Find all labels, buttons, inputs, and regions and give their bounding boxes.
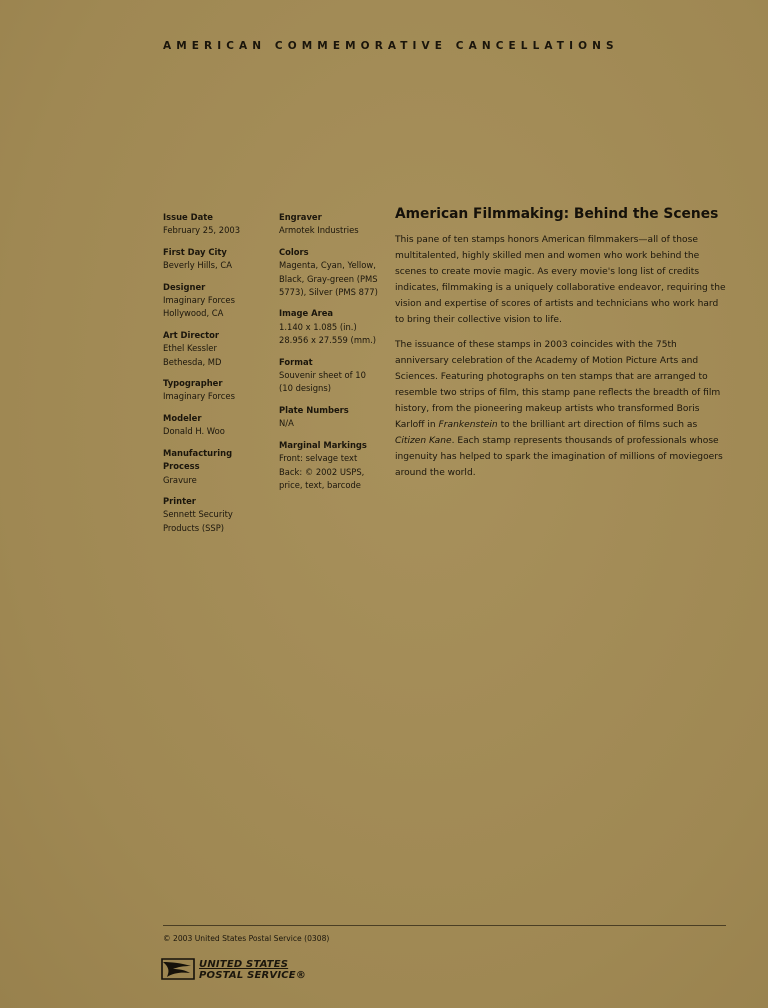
spec-value: 1.140 x 1.085 (in.) 28.956 x 27.559 (mm.)	[279, 321, 377, 346]
spec-label: Typographer	[163, 378, 223, 389]
spec-block	[279, 404, 379, 431]
spec-value: Front: selvage text Back: © 2002 USPS, price, text, barcode	[279, 453, 365, 490]
spec-label: Designer	[163, 281, 206, 292]
spec-label: Image Area	[279, 308, 334, 319]
spec-value: Armotek Industries	[279, 225, 359, 236]
eagle-icon	[161, 957, 195, 981]
spec-label: Engraver	[279, 212, 322, 222]
spec-block	[279, 211, 379, 238]
spec-block	[163, 281, 268, 321]
spec-label: Plate Numbers	[279, 404, 349, 415]
spec-block	[163, 495, 268, 535]
spec-block	[163, 329, 268, 369]
article-paragraph-2	[395, 337, 730, 481]
spec-value: Imaginary Forces	[163, 391, 235, 402]
specs-right-column	[279, 211, 379, 500]
spec-label: Modeler	[163, 412, 202, 423]
spec-label: Format	[279, 356, 313, 367]
page-header: AMERICAN COMMEMORATIVE CANCELLATIONS	[163, 40, 619, 52]
spec-block	[279, 356, 379, 396]
spec-value: February 25, 2003	[163, 225, 241, 236]
spec-block	[279, 307, 379, 347]
spec-label: Colors	[279, 246, 309, 257]
spec-label: Issue Date	[163, 212, 213, 222]
film-title-citizen-kane: Citizen Kane	[395, 436, 452, 446]
spec-block	[279, 246, 379, 300]
spec-value: Beverly Hills, CA	[163, 260, 232, 271]
spec-label: Marginal Markings	[279, 439, 367, 450]
article-p2-text-c: . Each stamp represents thousands of professionals whose ingenuity has helped to spark the imagination of millions of moviegoers around the world.	[395, 436, 723, 478]
spec-label: Art Director	[163, 329, 220, 340]
specs-left-column	[163, 211, 268, 543]
spec-value: N/A	[279, 418, 294, 429]
spec-block	[163, 246, 268, 273]
spec-value: Sennett Security Products (SSP)	[163, 509, 233, 533]
article-paragraph-1: This pane of ten stamps honors American filmmakers—all of those multitalented, highly skilled men and women who work behind the scenes to create movie magic. As every movie's long list of credits indicates, filmmaking is a uniquely collaborative endeavor, requiring the vision and expertise of scores of artists and technicians who work hard to bring their collective vision to life.	[395, 235, 726, 325]
spec-label: First Day City	[163, 246, 227, 257]
spec-value: Gravure	[163, 474, 197, 485]
article-p2-text-a: The issuance of these stamps in 2003 coincides with the 75th anniversary celebration of the Academy of Motion Picture Arts and Sciences. Featuring photographs on ten stamps that are arranged to resemble two strips of film, this stamp pane reflects the breadth of film history, from the pioneering makeup artists who transformed Boris Karloff in	[395, 340, 721, 430]
footer-divider	[163, 925, 726, 926]
article	[395, 205, 730, 490]
article-p2-text-b: to the brilliant art direction of films such as	[497, 420, 698, 430]
spec-value: Souvenir sheet of 10 (10 designs)	[279, 370, 366, 394]
article-title: American Filmmaking: Behind the Scenes	[395, 206, 719, 222]
spec-block	[163, 447, 268, 487]
copyright-notice: © 2003 United States Postal Service (0308)	[163, 934, 330, 943]
spec-value: Magenta, Cyan, Yellow, Black, Gray-green (PMS 5773), Silver (PMS 877)	[279, 260, 378, 298]
usps-logo	[161, 957, 321, 983]
spec-block	[163, 211, 268, 238]
logo-line-1: UNITED STATES	[199, 959, 289, 970]
spec-block	[163, 377, 268, 404]
spec-label: Printer	[163, 495, 196, 506]
spec-label: Manufacturing Process	[163, 447, 233, 472]
spec-value: Ethel Kessler Bethesda, MD	[163, 343, 222, 367]
spec-value: Donald H. Woo	[163, 426, 225, 437]
logo-line-2: POSTAL SERVICE®	[199, 970, 307, 981]
spec-block	[279, 439, 379, 493]
film-title-frankenstein: Frankenstein	[438, 420, 498, 430]
spec-value: Imaginary Forces Hollywood, CA	[163, 295, 235, 319]
spec-block	[163, 412, 268, 439]
